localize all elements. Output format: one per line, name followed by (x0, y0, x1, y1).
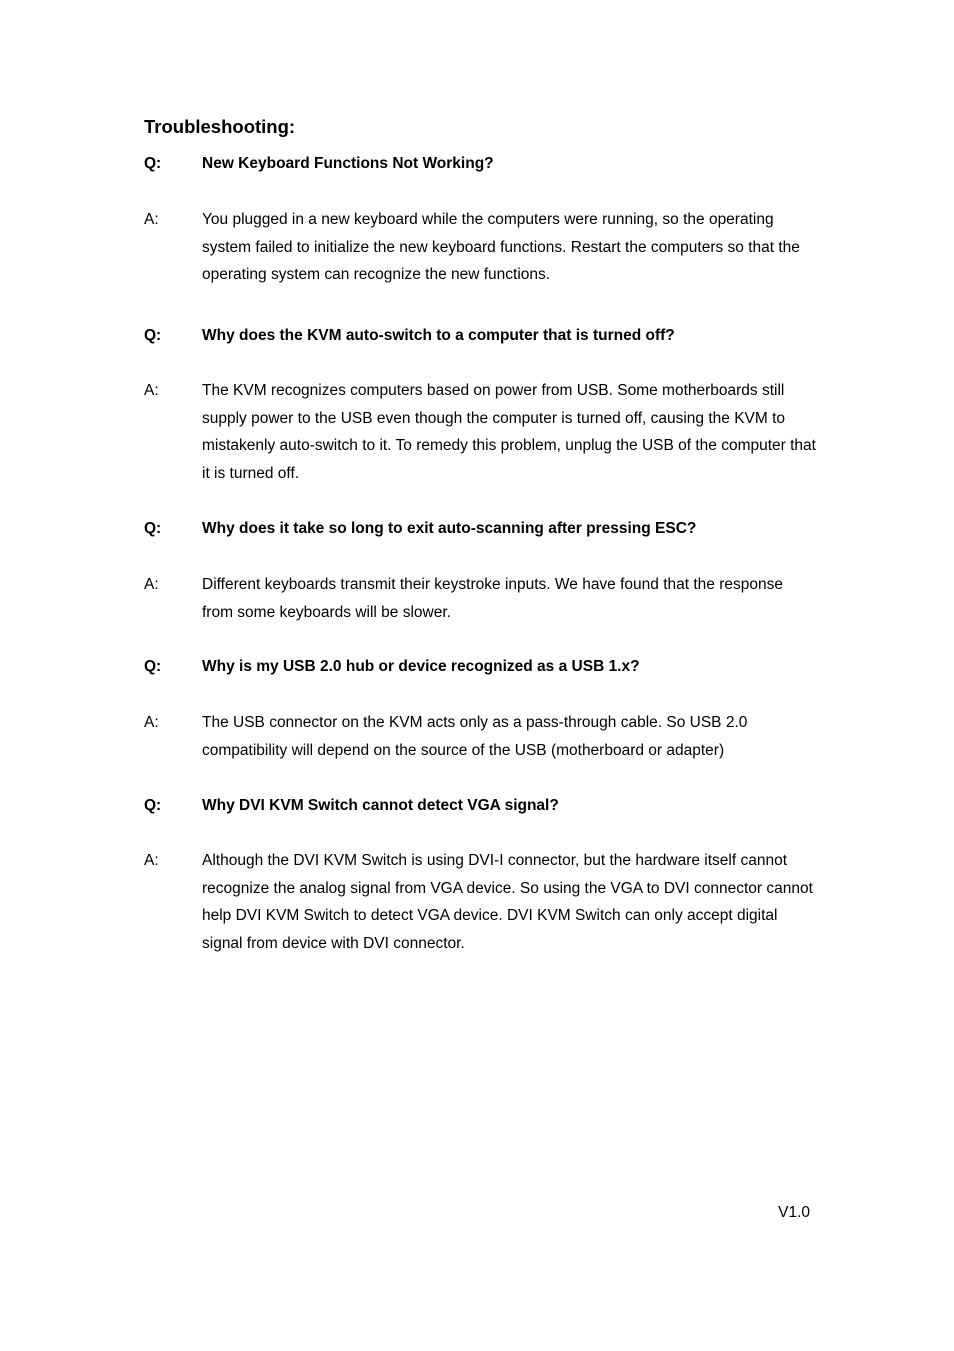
question-3 (144, 515, 816, 543)
question-marker: Q: (144, 327, 162, 344)
answer-text: You plugged in a new keyboard while the computers were running, so the operating system failed to initialize the new keyboard functions. Restart the computers so that the operating system can recognize the new functions. (202, 211, 800, 284)
answer-text: The USB connector on the KVM acts only as a pass-through cable. So USB 2.0 compatibility will depend on the source of the USB (motherboard or adapter) (202, 714, 748, 759)
version-label: V1.0 (778, 1204, 810, 1221)
answer-4 (144, 709, 816, 764)
answer-2 (144, 377, 816, 487)
question-marker: Q: (144, 797, 162, 814)
answer-marker: A: (144, 211, 159, 228)
answer-marker: A: (144, 852, 159, 869)
question-5 (144, 792, 816, 820)
question-4 (144, 653, 816, 681)
answer-marker: A: (144, 714, 159, 731)
question-text: Why does it take so long to exit auto-scanning after pressing ESC? (202, 520, 697, 537)
question-2 (144, 322, 816, 350)
answer-text: The KVM recognizes computers based on power from USB. Some motherboards still supply power to the USB even though the computer is turned off, causing the KVM to mistakenly auto-switch to it. To remedy this problem, unplug the USB of the computer that it is turned off. (202, 382, 816, 482)
question-text: Why does the KVM auto-switch to a computer that is turned off? (202, 327, 675, 344)
question-text: Why is my USB 2.0 hub or device recognized as a USB 1.x? (202, 658, 640, 675)
answer-5 (144, 847, 816, 957)
question-1 (144, 150, 816, 178)
answer-text: Although the DVI KVM Switch is using DVI-I connector, but the hardware itself cannot recognize the analog signal from VGA device. So using the VGA to DVI connector cannot help DVI KVM Switch to detect VGA device. DVI KVM Switch can only accept digital signal from device with DVI connector. (202, 852, 813, 952)
answer-1 (144, 206, 816, 289)
question-text: New Keyboard Functions Not Working? (202, 155, 494, 172)
answer-marker: A: (144, 576, 159, 593)
question-marker: Q: (144, 155, 162, 172)
answer-text: Different keyboards transmit their keystroke inputs. We have found that the response from some keyboards will be slower. (202, 576, 783, 621)
question-text: Why DVI KVM Switch cannot detect VGA signal? (202, 797, 559, 814)
question-marker: Q: (144, 520, 162, 537)
answer-3 (144, 571, 816, 626)
answer-marker: A: (144, 382, 159, 399)
question-marker: Q: (144, 658, 162, 675)
page-title: Troubleshooting: (144, 116, 296, 137)
